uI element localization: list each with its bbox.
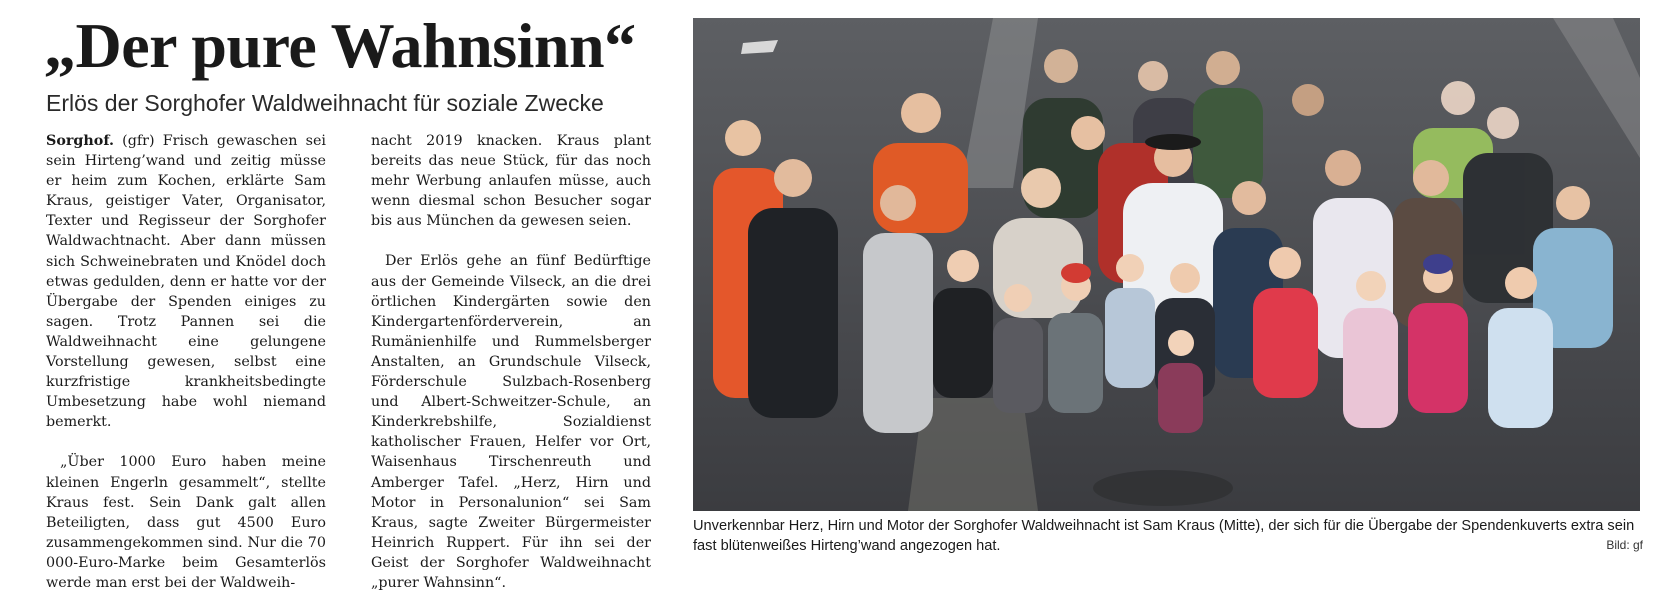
- group-photo: [693, 18, 1640, 511]
- dateline: Sorghof.: [46, 133, 114, 149]
- article-headline: „Der pure Wahnsinn“: [44, 10, 636, 81]
- photo-caption: Unverkennbar Herz, Hirn und Motor der Sorghofer Waldweihnacht ist Sam Kraus (Mitte), der sich für die Übergabe der Spendenkuverts extra sein fast blütenweißes Hirteng’wand angezogen hat.: [693, 518, 1635, 554]
- article-column-2: [371, 131, 651, 593]
- article-paragraph: [46, 131, 326, 432]
- paragraph-text: „Über 1000 Euro haben meine kleinen Engerln gesammelt“, stellte Kraus fest. Sein Dank galt allen Beteiligten, dass gut 4500 Euro zusammengekommen sind. Nur die 70 000-Euro-Marke beim Gesamterlös werde man erst bei der Waldweih-: [46, 454, 326, 591]
- article-paragraph: [371, 251, 651, 593]
- paragraph-text: nacht 2019 knacken. Kraus plant bereits das neue Stück, für das noch mehr Werbung anlaufen müsse, auch wenn diesmal schon Besucher sogar bis aus München da gewesen seien.: [371, 133, 651, 230]
- article-paragraph: [46, 452, 326, 593]
- article-column-1: [46, 131, 326, 593]
- photo-credit: Bild: gf: [1606, 538, 1643, 552]
- article-subheadline: Erlös der Sorghofer Waldweihnacht für soziale Zwecke: [46, 90, 604, 116]
- paragraph-text: (gfr) Frisch gewaschen sei sein Hirteng’wand und zeitig müsse er heim zum Kochen, erklärte Sam Kraus, geistiger Vater, Organisator, Texter und Regisseur der Sorghofer Waldwachtnacht. Aber dann müssen sich Schweinebraten und Knödel doch etwas gedulden, denn er hatte vor der Übergabe der Spenden einiges zu sagen. Trotz Pannen sei die Waldweihnacht eine gelungene Vorstellung gewesen, selbst eine kurzfristige krankheitsbedingte Umbesetzung habe wohl niemand bemerkt.: [46, 133, 326, 431]
- paragraph-text: Der Erlös gehe an fünf Bedürftige aus der Gemeinde Vilseck, an die drei örtlichen Kindergärten sowie den Kindergartenförderverein, an Rumänienhilfe und Rummelsberger Anstalten, an Grundschule Vilseck, Förderschule Sulzbach-Rosenberg und Albert-Schweitzer-Schule, an Kinderkrebshilfe, Sozialdienst katholischer Frauen, Helfer vor Ort, Waisenhaus Tirschenreuth und Amberger Tafel. „Herz, Hirn und Motor in Personalunion“ sei Sam Kraus, sagte Zweiter Bürgermeister Heinrich Ruppert. Für ihn sei der Geist der Sorghofer Waldweihnacht „purer Wahnsinn“.: [371, 253, 651, 591]
- article-paragraph: [371, 131, 651, 231]
